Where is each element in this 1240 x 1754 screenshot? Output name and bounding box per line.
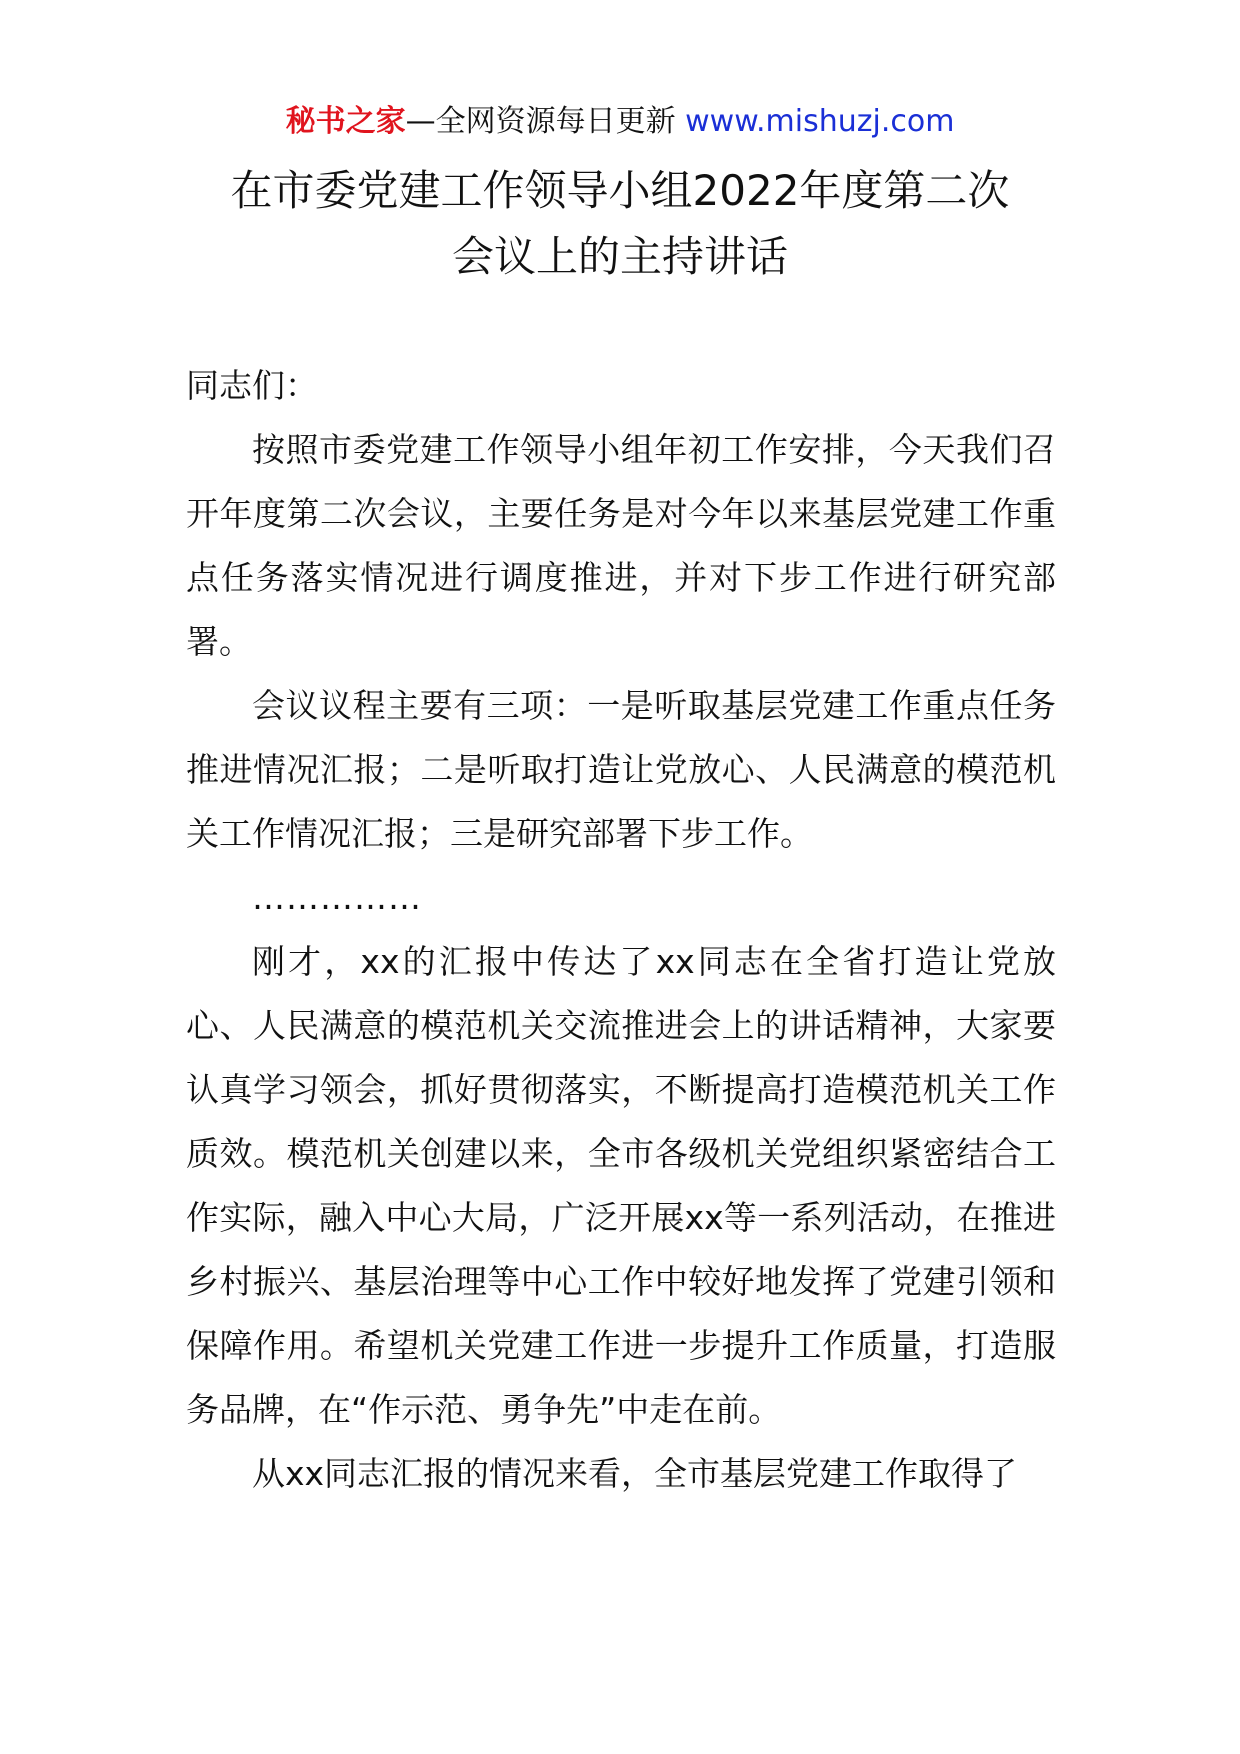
paragraph-1: 按照市委党建工作领导小组年初工作安排，今天我们召开年度第二次会议，主要任务是对今年以来基层党建工作重点任务落实情况进行调度推进，并对下步工作进行研究部署。 [186, 430, 1056, 661]
site-url-link[interactable]: www.mishuzj.com [685, 104, 955, 139]
header-tagline: —全网资源每日更新 [405, 104, 686, 139]
brand-name: 秘书之家 [285, 104, 406, 139]
document-title-line-1: 在市委党建工作领导小组2022年度第二次 [230, 166, 1010, 215]
paragraph-2: 会议议程主要有三项：一是听取基层党建工作重点任务推进情况汇报；二是听取打造让党放心、人民满意的模范机关工作情况汇报；三是研究部署下步工作。 [186, 686, 1056, 853]
document-title [120, 158, 1120, 290]
salutation: 同志们： [186, 366, 318, 405]
paragraph-4: 从xx同志汇报的情况来看，全市基层党建工作取得了 [252, 1454, 1018, 1493]
document-title-line-2: 会议上的主持讲话 [451, 232, 788, 281]
site-header [0, 100, 1240, 144]
document-body [186, 354, 1056, 1506]
paragraph-3: 刚才，xx的汇报中传达了xx同志在全省打造让党放心、人民满意的模范机关交流推进会上的讲话精神，大家要认真学习领会，抓好贯彻落实，不断提高打造模范机关工作质效。模范机关创建以来，全市各级机关党组织紧密结合工作实际，融入中心大局，广泛开展xx等一系列活动，在推进乡村振兴、基层治理等中心工作中较好地发挥了党建引领和保障作用。希望机关党建工作进一步提升工作质量，打造服务品牌，在“作示范、勇争先”中走在前。 [186, 942, 1056, 1429]
ellipsis-line: …………… [252, 878, 422, 917]
